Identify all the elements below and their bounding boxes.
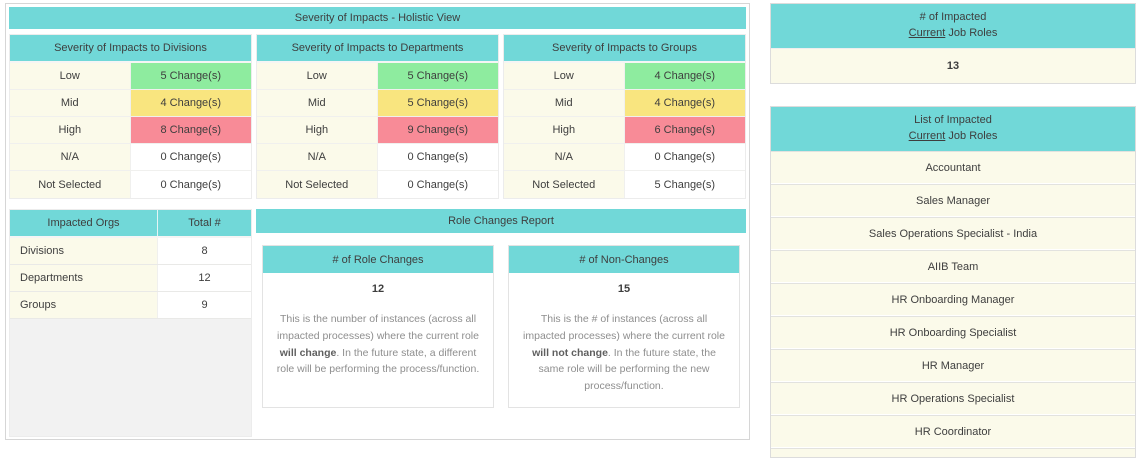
severity-count-cell: 8 Change(s) [131,117,252,143]
impacted-count-header-line2 [771,26,1135,42]
description-bold-text: will change [279,346,337,359]
table-row [10,63,251,90]
severity-count-cell: 9 Change(s) [378,117,499,143]
severity-level-label: N/A [257,144,378,170]
severity-groups-title: Severity of Impacts to Groups [504,35,745,63]
impacted-orgs-table [9,209,252,437]
list-item: HR Operations Specialist [771,382,1135,415]
severity-divisions-title: Severity of Impacts to Divisions [10,35,251,63]
table-row [257,144,498,171]
severity-level-label: Low [504,63,625,89]
impacted-count-header [771,4,1135,48]
severity-level-label: Low [10,63,131,89]
severity-count-cell: 0 Change(s) [625,144,746,170]
table-row [10,292,251,319]
role-changes-description [263,311,493,378]
description-text: This is the # of instances (across all impacted processes) where the current role [523,313,725,342]
table-row [10,238,251,265]
severity-holistic-section [5,3,750,440]
severity-level-label: Not Selected [10,171,131,198]
table-row [10,90,251,117]
org-type-label: Departments [10,265,158,291]
severity-level-label: Low [257,63,378,89]
impacted-roles-list-table [770,106,1136,458]
severity-departments-title: Severity of Impacts to Departments [257,35,498,63]
severity-count-cell: 5 Change(s) [625,171,746,198]
severity-count-cell: 4 Change(s) [625,63,746,89]
severity-level-label: Not Selected [257,171,378,198]
role-changes-card-title: # of Role Changes [263,246,493,273]
org-type-label: Groups [10,292,158,318]
description-text: . In the future state, a different role will be performing the process/function. [276,346,480,376]
org-total-value: 12 [158,265,251,291]
table-row [504,144,745,171]
impacted-roles-list-header [771,107,1135,151]
table-row [257,90,498,117]
severity-level-label: High [257,117,378,143]
severity-divisions-table [9,34,252,199]
table-row [257,117,498,144]
holistic-view-title: Severity of Impacts - Holistic View [9,7,746,29]
list-item-clipped [771,448,1135,458]
role-changes-count: 12 [371,283,385,295]
non-changes-card [508,245,740,408]
role-changes-report-section [256,209,746,437]
impacted-orgs-header-label: Impacted Orgs [10,210,158,236]
current-link[interactable]: Current [908,129,946,142]
impacted-count-header-rest: Job Roles [945,26,998,39]
impacted-count-value: 13 [771,48,1135,83]
role-changes-card [262,245,494,408]
description-text: This is the number of instances (across all impacted processes) where the current role [277,313,479,342]
severity-departments-table [256,34,499,199]
list-item: HR Onboarding Specialist [771,316,1135,349]
table-row [10,171,251,198]
table-row [504,90,745,117]
severity-level-label: Mid [10,90,131,116]
non-changes-description [509,311,739,395]
non-changes-count: 15 [617,283,631,295]
severity-level-label: Mid [257,90,378,116]
list-item: Sales Operations Specialist - India [771,217,1135,250]
impacted-count-header-line1: # of Impacted [919,11,987,23]
severity-count-cell: 0 Change(s) [131,144,252,170]
list-item: Accountant [771,151,1135,184]
severity-count-cell: 4 Change(s) [625,90,746,116]
list-item: HR Onboarding Manager [771,283,1135,316]
severity-count-cell: 0 Change(s) [378,144,499,170]
table-row [257,171,498,198]
role-changes-report-title: Role Changes Report [256,209,746,233]
severity-count-cell: 6 Change(s) [625,117,746,143]
org-type-label: Divisions [10,238,158,264]
severity-count-cell: 0 Change(s) [378,171,499,198]
severity-count-cell: 5 Change(s) [131,63,252,89]
bottom-row [9,209,746,437]
table-row [10,265,251,292]
impacted-roles-header-line2 [771,129,1135,145]
table-row [10,117,251,144]
description-bold-text: will not change [532,346,608,359]
description-text: . In the future state, the same role will be performing the new process/function. [538,346,716,393]
severity-tables-row [9,34,746,199]
severity-level-label: High [10,117,131,143]
impacted-roles-header-line1: List of Impacted [914,114,992,126]
impacted-count-table [770,3,1136,84]
severity-count-cell: 5 Change(s) [378,90,499,116]
severity-count-cell: 4 Change(s) [131,90,252,116]
list-item: AIIB Team [771,250,1135,283]
severity-count-cell: 5 Change(s) [378,63,499,89]
severity-level-label: N/A [504,144,625,170]
severity-level-label: N/A [10,144,131,170]
severity-level-label: High [504,117,625,143]
org-total-value: 9 [158,292,251,318]
list-item: HR Manager [771,349,1135,382]
org-total-value: 8 [158,238,251,264]
severity-count-cell: 0 Change(s) [131,171,252,198]
impacted-orgs-header [10,210,251,238]
severity-level-label: Not Selected [504,171,625,198]
impacted-orgs-header-total: Total # [188,217,221,229]
table-row [504,171,745,198]
table-row [504,63,745,90]
severity-groups-table [503,34,746,199]
non-changes-card-title: # of Non-Changes [509,246,739,273]
list-item: HR Coordinator [771,415,1135,448]
role-changes-cards [256,245,746,408]
table-row [504,117,745,144]
table-row [10,144,251,171]
list-item: Sales Manager [771,184,1135,217]
impacted-roles-header-rest: Job Roles [945,129,998,142]
severity-level-label: Mid [504,90,625,116]
table-row [257,63,498,90]
current-link[interactable]: Current [908,26,946,39]
